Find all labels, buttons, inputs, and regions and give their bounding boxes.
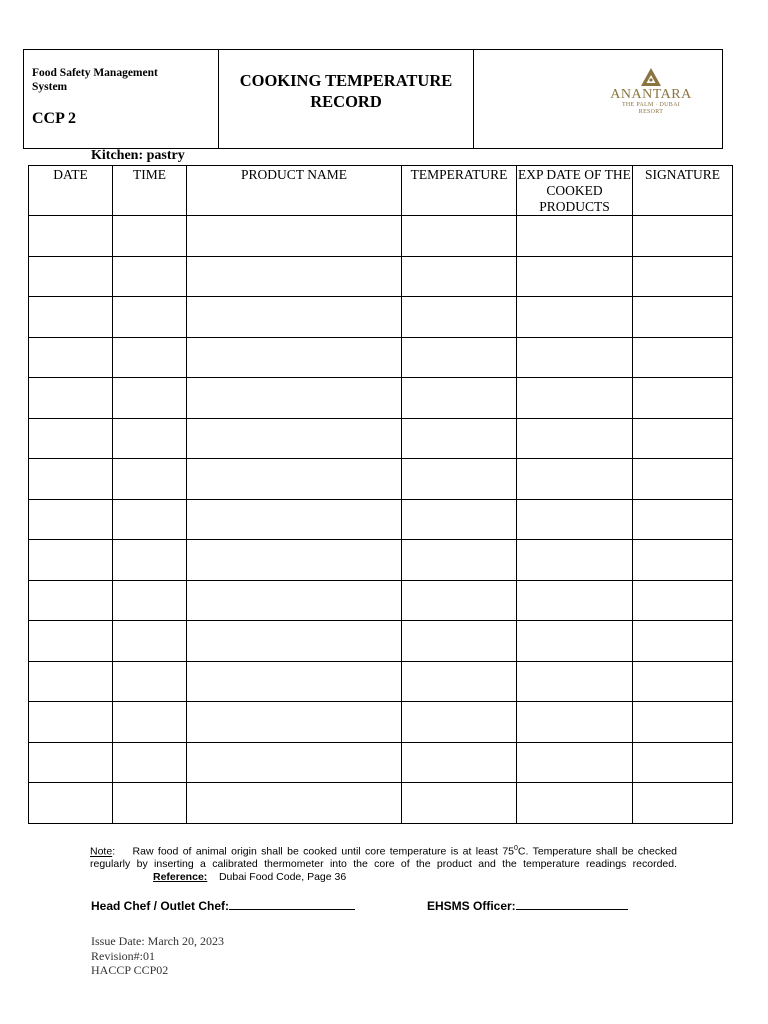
cell-time[interactable] (113, 540, 187, 581)
header-logo-cell (474, 50, 722, 148)
table-row (29, 540, 733, 581)
table-row (29, 216, 733, 257)
cell-time[interactable] (113, 621, 187, 662)
cell-signature[interactable] (633, 783, 733, 824)
cell-date[interactable] (29, 540, 113, 581)
table-row (29, 378, 733, 419)
document-title (221, 70, 471, 112)
cell-signature[interactable] (633, 621, 733, 662)
cell-exp-date[interactable] (517, 256, 633, 297)
cell-temperature[interactable] (402, 702, 517, 743)
cell-signature[interactable] (633, 742, 733, 783)
cell-product-name[interactable] (187, 742, 402, 783)
cell-date[interactable] (29, 459, 113, 500)
cell-date[interactable] (29, 702, 113, 743)
note-text-continued: C. Temperature shall be checked regularly by inserting a calibrated thermometer into the core of the product and the temperature readings recorded. (90, 845, 677, 870)
cell-signature[interactable] (633, 297, 733, 338)
logo-subtitle-1: THE PALM · DUBAI (621, 102, 681, 108)
note-paragraph: Note: Raw food of animal origin shall be cooked until core temperature is at least $75^0C$. Temperature shall be checked regularly by inserting a calibrated thermometer into the core of the product and the temperature readings recorded. Reference: Dubai Food Code, Page 36 (90, 845, 677, 883)
cell-signature[interactable] (633, 580, 733, 621)
cell-exp-date[interactable] (517, 378, 633, 419)
table-row (29, 742, 733, 783)
cell-signature[interactable] (633, 459, 733, 500)
cell-date[interactable] (29, 742, 113, 783)
cell-temperature[interactable] (402, 337, 517, 378)
cell-date[interactable] (29, 297, 113, 338)
table-row (29, 702, 733, 743)
cell-temperature[interactable] (402, 742, 517, 783)
cell-temperature[interactable] (402, 540, 517, 581)
cell-signature[interactable] (633, 418, 733, 459)
cell-exp-date[interactable] (517, 499, 633, 540)
cell-exp-date[interactable] (517, 297, 633, 338)
cell-time[interactable] (113, 783, 187, 824)
system-name: Food Safety Management System (32, 67, 158, 93)
cell-date[interactable] (29, 783, 113, 824)
column-header-product-name: PRODUCT NAME (187, 166, 402, 216)
table-row (29, 337, 733, 378)
cell-temperature[interactable] (402, 661, 517, 702)
column-header-date: DATE (29, 166, 113, 216)
cell-time[interactable] (113, 702, 187, 743)
reference-text: Dubai Food Code, Page 36 (218, 870, 347, 883)
cell-signature[interactable] (633, 256, 733, 297)
table-row (29, 783, 733, 824)
cell-product-name[interactable] (187, 621, 402, 662)
cell-date[interactable] (29, 499, 113, 540)
anantara-logo-icon (641, 68, 661, 86)
cell-time[interactable] (113, 297, 187, 338)
cell-product-name[interactable] (187, 418, 402, 459)
cell-exp-date[interactable] (517, 337, 633, 378)
header-title-cell (219, 50, 474, 148)
cell-temperature[interactable] (402, 378, 517, 419)
reference-label: Reference: (153, 870, 208, 883)
cell-time[interactable] (113, 459, 187, 500)
cell-exp-date[interactable] (517, 540, 633, 581)
cell-signature[interactable] (633, 661, 733, 702)
cell-product-name[interactable] (187, 540, 402, 581)
cell-time[interactable] (113, 580, 187, 621)
cell-product-name[interactable] (187, 378, 402, 419)
table-header-row (29, 166, 733, 216)
document-header (23, 49, 723, 149)
logo-brand: ANANTARA (610, 87, 692, 102)
cell-product-name[interactable] (187, 216, 402, 257)
kitchen-label: Kitchen: pastry (91, 148, 185, 163)
cell-product-name[interactable] (187, 256, 402, 297)
cell-time[interactable] (113, 337, 187, 378)
revision-number: Revision#:01 (91, 948, 156, 963)
document-code: HACCP CCP02 (91, 963, 169, 977)
cell-date[interactable] (29, 418, 113, 459)
cell-time[interactable] (113, 742, 187, 783)
cell-product-name[interactable] (187, 337, 402, 378)
table-row (29, 418, 733, 459)
cell-time[interactable] (113, 418, 187, 459)
cell-date[interactable] (29, 621, 113, 662)
cell-signature[interactable] (633, 499, 733, 540)
cell-temperature[interactable] (402, 459, 517, 500)
cell-time[interactable] (113, 378, 187, 419)
cell-time[interactable] (113, 499, 187, 540)
temperature-log-table (28, 165, 733, 824)
cell-exp-date[interactable] (517, 702, 633, 743)
table-row (29, 256, 733, 297)
table-row (29, 580, 733, 621)
cell-date[interactable] (29, 378, 113, 419)
cell-product-name[interactable] (187, 459, 402, 500)
logo (606, 68, 696, 116)
cell-temperature[interactable] (402, 499, 517, 540)
cell-product-name[interactable] (187, 499, 402, 540)
cell-signature[interactable] (633, 702, 733, 743)
cell-time[interactable] (113, 661, 187, 702)
title-line-2: RECORD (310, 92, 382, 111)
cell-temperature[interactable] (402, 216, 517, 257)
head-chef-label: Head Chef / Outlet Chef: (91, 899, 230, 913)
table-row (29, 621, 733, 662)
table-row (29, 661, 733, 702)
table-row (29, 499, 733, 540)
logo-subtitle-2: RESORT (638, 109, 664, 115)
cell-product-name[interactable] (187, 580, 402, 621)
note-label: Note (90, 845, 113, 858)
cell-signature[interactable] (633, 337, 733, 378)
cell-time[interactable] (113, 216, 187, 257)
cell-signature[interactable] (633, 216, 733, 257)
cell-temperature[interactable] (402, 783, 517, 824)
ehsms-signature (427, 897, 628, 913)
cell-exp-date[interactable] (517, 661, 633, 702)
column-header-signature: SIGNATURE (633, 166, 733, 216)
issue-date: Issue Date: March 20, 2023 (91, 934, 224, 948)
cell-signature[interactable] (633, 378, 733, 419)
cell-exp-date[interactable] (517, 216, 633, 257)
cell-exp-date[interactable] (517, 459, 633, 500)
cell-date[interactable] (29, 337, 113, 378)
cell-temperature[interactable] (402, 418, 517, 459)
header-system-cell (24, 50, 219, 148)
column-header-temperature: TEMPERATURE (402, 166, 517, 216)
table-row (29, 459, 733, 500)
cell-product-name[interactable] (187, 702, 402, 743)
cell-product-name[interactable] (187, 783, 402, 824)
ccp-label: CCP 2 (32, 110, 76, 127)
cell-exp-date[interactable] (517, 742, 633, 783)
cell-exp-date[interactable] (517, 418, 633, 459)
cell-exp-date[interactable] (517, 621, 633, 662)
cell-temperature[interactable] (402, 580, 517, 621)
document-footer (91, 934, 224, 978)
column-header-time: TIME (113, 166, 187, 216)
cell-date[interactable] (29, 661, 113, 702)
title-line-1: COOKING TEMPERATURE (239, 71, 453, 90)
note-text: Raw food of animal origin shall be cooked until core temperature is at least 75 (132, 845, 515, 858)
cell-temperature[interactable] (402, 297, 517, 338)
ehsms-label: EHSMS Officer: (427, 899, 516, 913)
cell-date[interactable] (29, 256, 113, 297)
note-degree: 0 (514, 845, 518, 852)
cell-time[interactable] (113, 256, 187, 297)
cell-exp-date[interactable] (517, 783, 633, 824)
head-chef-signature-line[interactable] (229, 897, 355, 910)
table-row (29, 297, 733, 338)
cell-exp-date[interactable] (517, 580, 633, 621)
cell-product-name[interactable] (187, 297, 402, 338)
cell-signature[interactable] (633, 540, 733, 581)
column-header-exp-date: EXP DATE OF THE COOKED PRODUCTS (518, 167, 631, 214)
cell-date[interactable] (29, 580, 113, 621)
head-chef-signature (91, 897, 355, 913)
ehsms-signature-line[interactable] (516, 897, 628, 910)
cell-temperature[interactable] (402, 621, 517, 662)
cell-date[interactable] (29, 216, 113, 257)
cell-temperature[interactable] (402, 256, 517, 297)
cell-product-name[interactable] (187, 661, 402, 702)
